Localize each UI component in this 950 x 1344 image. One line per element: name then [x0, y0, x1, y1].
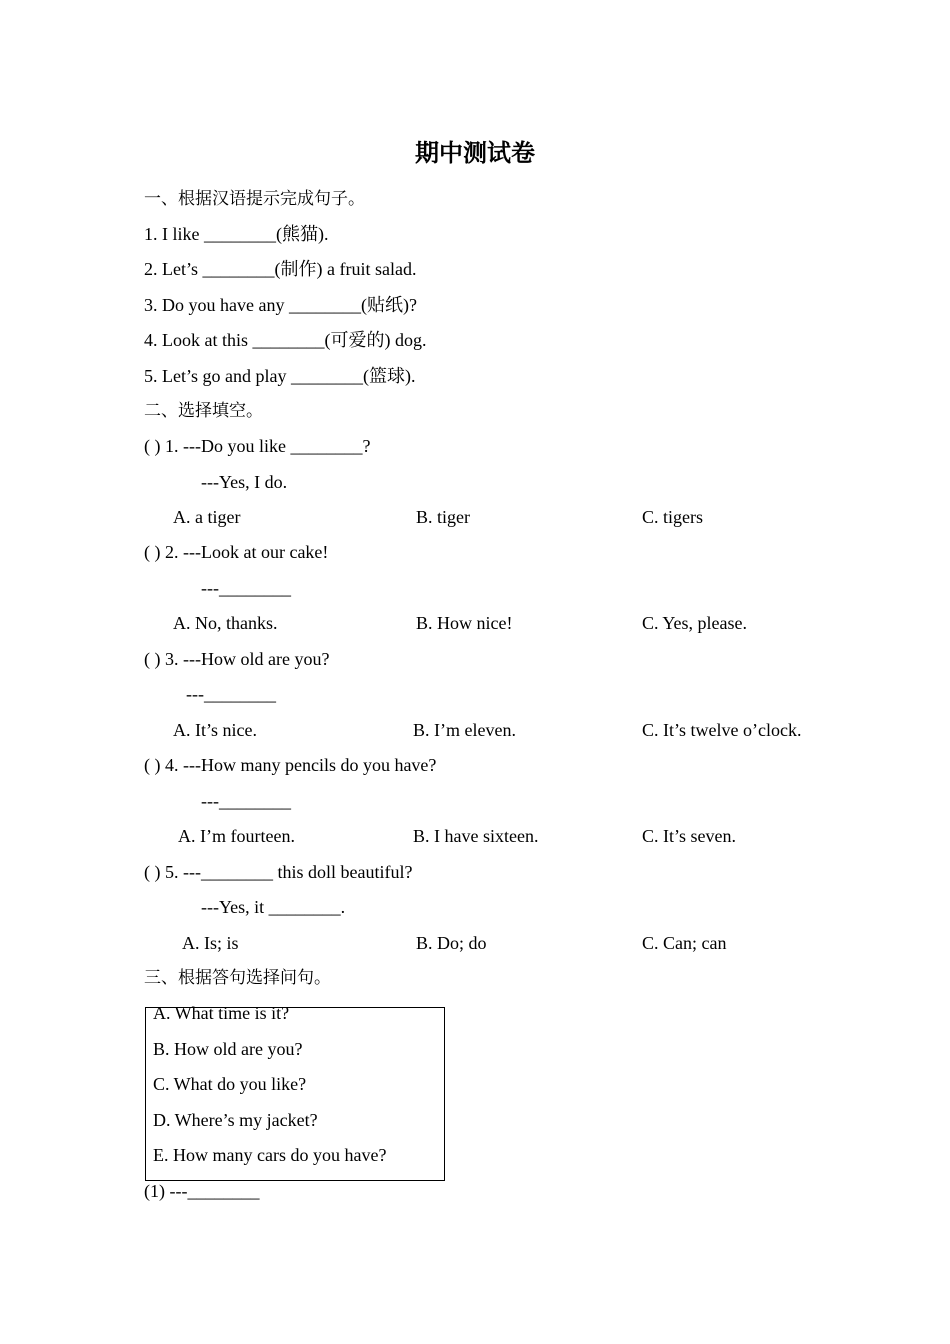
box-option: C. What do you like? [153, 1074, 307, 1094]
option-b: B. Do; do [416, 933, 487, 953]
option-a: A. a tiger [173, 507, 241, 527]
question-reply: ---________ [186, 684, 276, 704]
section-2-heading: 二、选择填空。 [144, 401, 263, 421]
option-b: B. How nice! [416, 613, 513, 633]
option-c: C. Yes, please. [642, 613, 748, 633]
option-a: A. Is; is [182, 933, 239, 953]
question-reply: ---Yes, it ________. [201, 897, 346, 917]
box-option: E. How many cars do you have? [153, 1145, 387, 1165]
option-a: A. I’m fourteen. [178, 826, 295, 846]
question-stem: ( ) 2. ---Look at our cake! [144, 542, 329, 562]
question-stem: ( ) 1. ---Do you like ________? [144, 436, 371, 456]
section-1-heading: 一、根据汉语提示完成句子。 [144, 189, 365, 209]
answer-line: (1) ---________ [144, 1181, 260, 1201]
option-c: C. Can; can [642, 933, 727, 953]
section-1-item: 5. Let’s go and play ________(篮球). [144, 366, 416, 386]
option-b: B. tiger [416, 507, 470, 527]
box-option: A. What time is it? [153, 1003, 290, 1023]
option-a: A. No, thanks. [173, 613, 278, 633]
option-c: C. It’s twelve o’clock. [642, 720, 802, 740]
question-reply: ---________ [201, 791, 291, 811]
option-b: B. I have sixteen. [413, 826, 539, 846]
option-c: C. tigers [642, 507, 703, 527]
option-b: B. I’m eleven. [413, 720, 516, 740]
question-reply: ---________ [201, 578, 291, 598]
box-option: D. Where’s my jacket? [153, 1110, 318, 1130]
section-1-item: 1. I like ________(熊猫). [144, 224, 329, 244]
question-stem: ( ) 5. ---________ this doll beautiful? [144, 862, 413, 882]
option-a: A. It’s nice. [173, 720, 257, 740]
section-1-item: 4. Look at this ________(可爱的) dog. [144, 330, 427, 350]
box-option: B. How old are you? [153, 1039, 303, 1059]
page-title: 期中测试卷 [415, 138, 535, 167]
section-1-item: 2. Let’s ________(制作) a fruit salad. [144, 259, 417, 279]
section-1-item: 3. Do you have any ________(贴纸)? [144, 295, 417, 315]
question-reply: ---Yes, I do. [201, 472, 288, 492]
question-stem: ( ) 4. ---How many pencils do you have? [144, 755, 437, 775]
question-stem: ( ) 3. ---How old are you? [144, 649, 330, 669]
section-3-heading: 三、根据答句选择问句。 [144, 968, 331, 988]
option-c: C. It’s seven. [642, 826, 736, 846]
